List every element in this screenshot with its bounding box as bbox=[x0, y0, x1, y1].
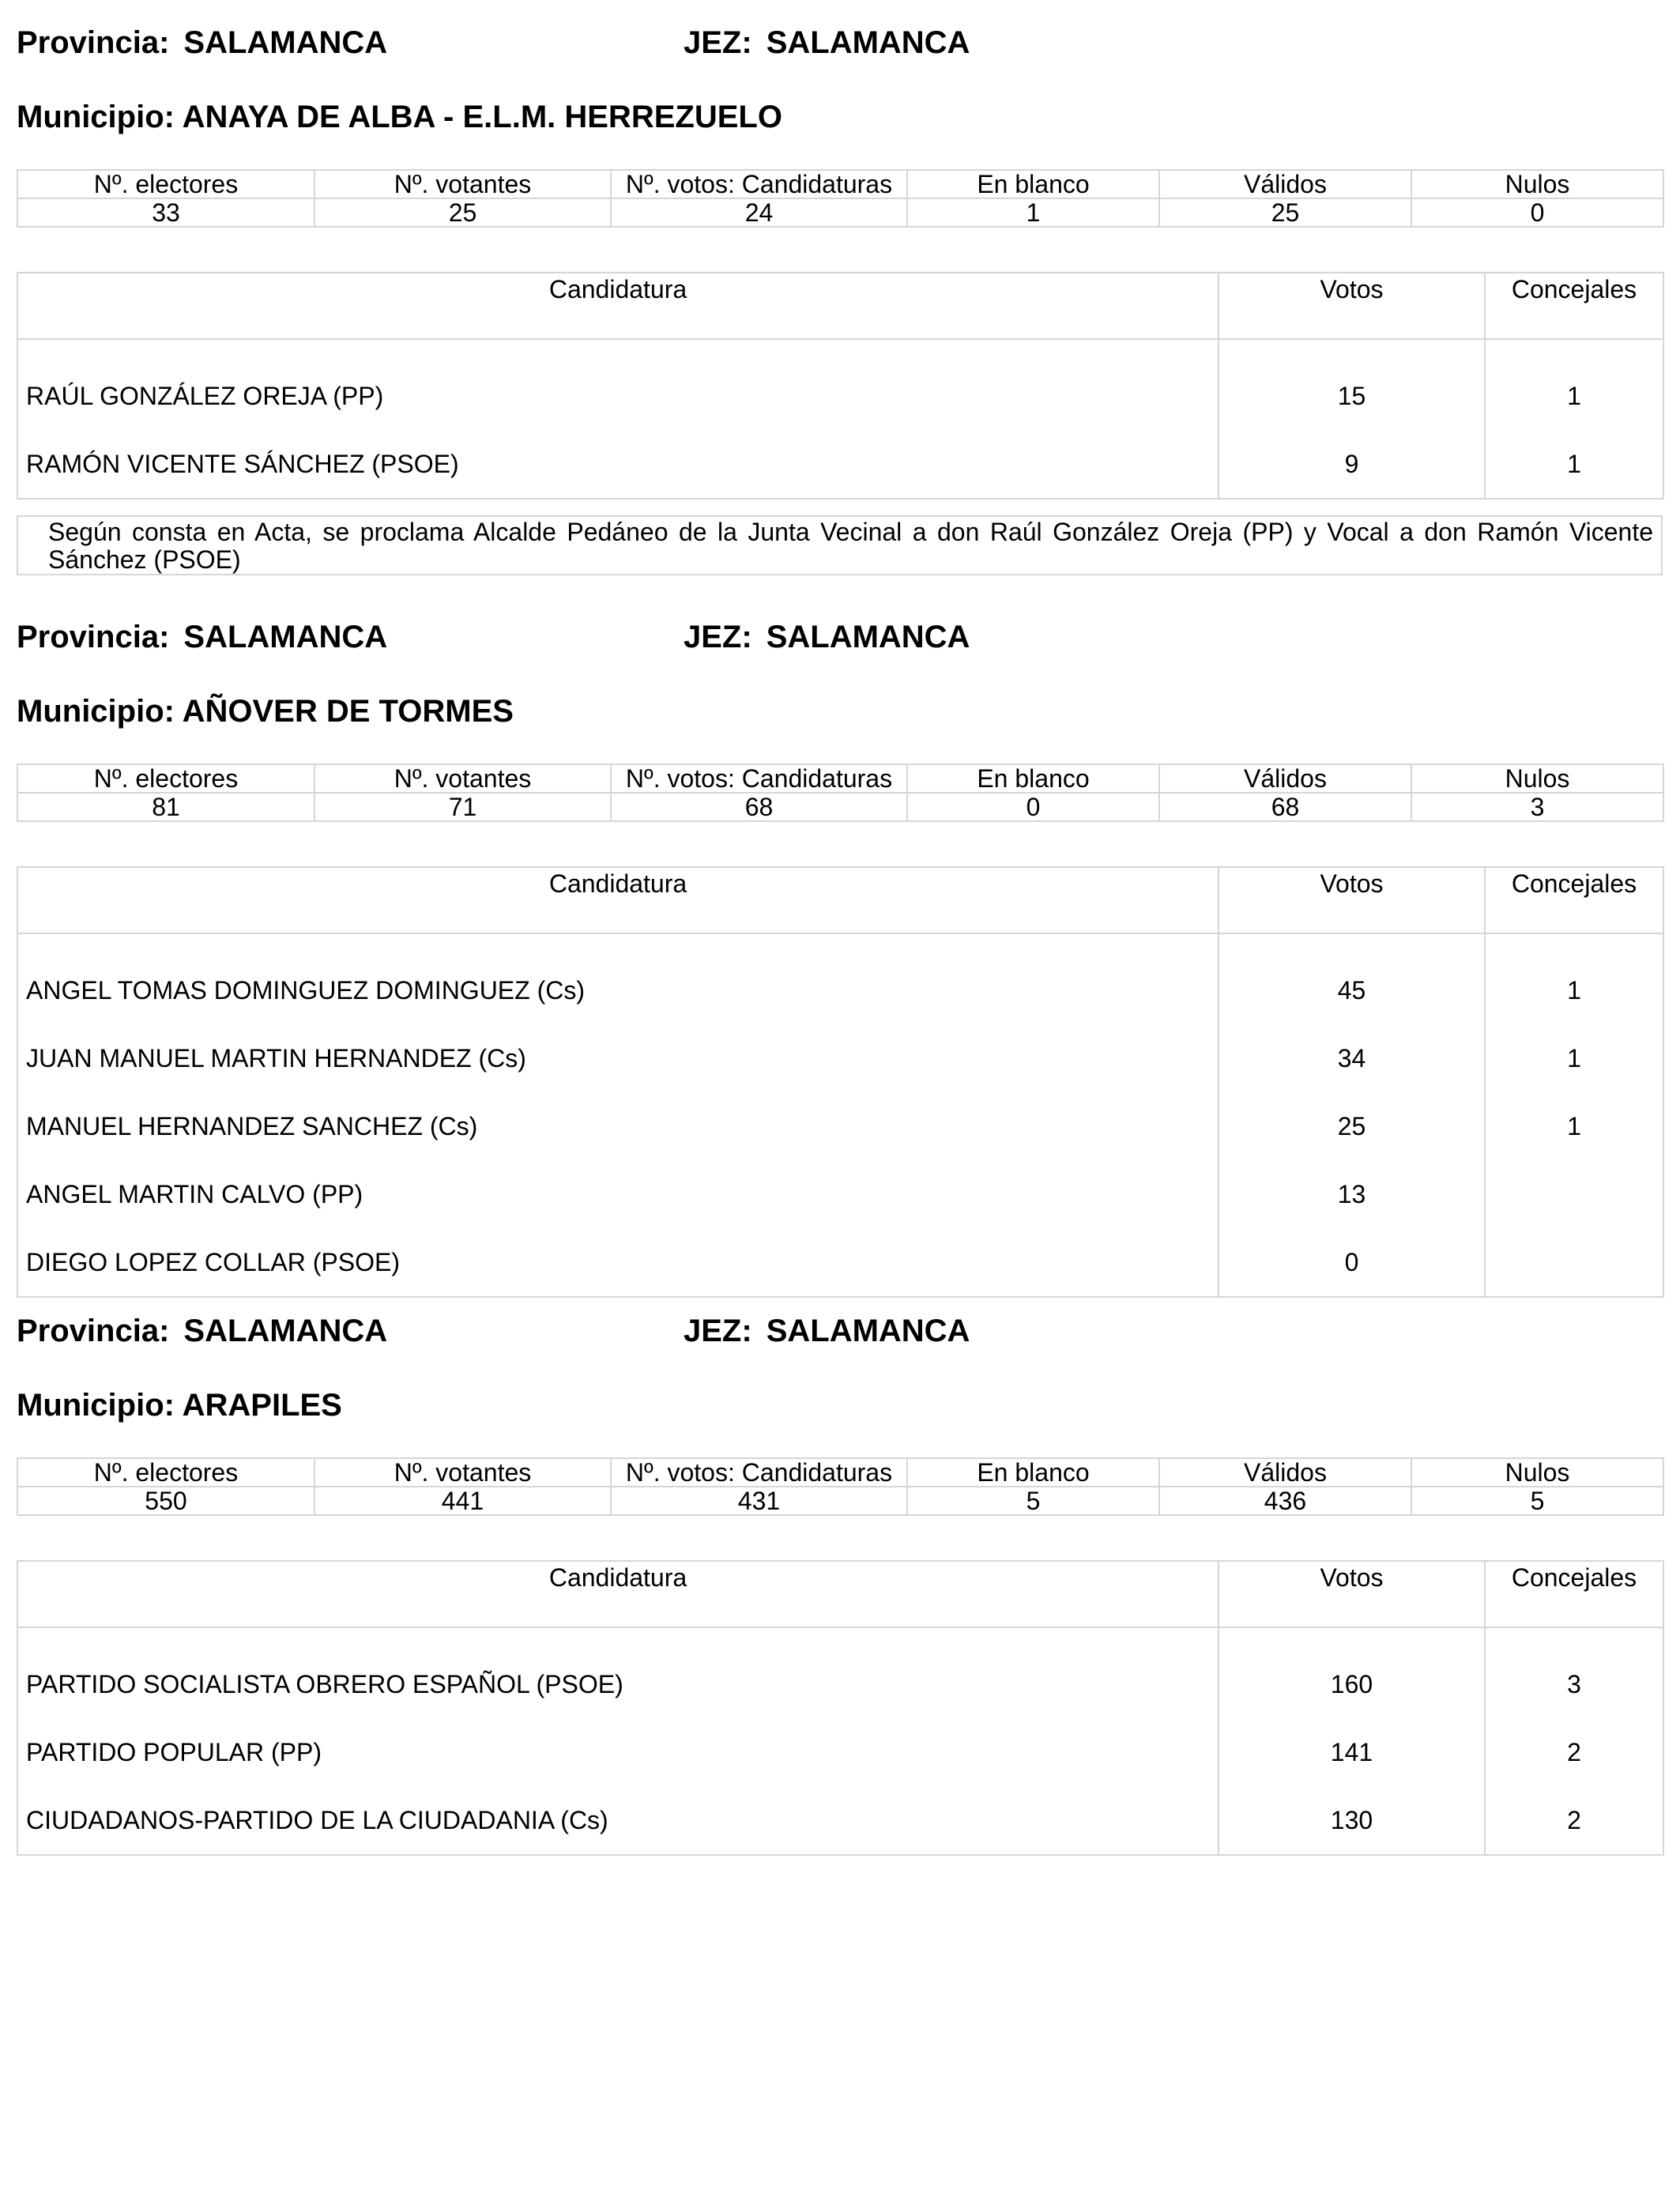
municipio-label: Municipio: bbox=[17, 694, 175, 729]
jez-line bbox=[684, 27, 970, 58]
candidate-name: ANGEL TOMAS DOMINGUEZ DOMINGUEZ (Cs) bbox=[17, 956, 1219, 1024]
candidates-header-row bbox=[17, 273, 1663, 339]
header-validos: Válidos bbox=[1159, 764, 1411, 793]
stats-value-row bbox=[17, 198, 1663, 227]
jez-value: SALAMANCA bbox=[766, 25, 970, 60]
candidates-header-row bbox=[17, 867, 1663, 933]
provincia-line bbox=[17, 27, 387, 58]
candidate-name: ANGEL MARTIN CALVO (PP) bbox=[17, 1160, 1219, 1228]
value-validos: 436 bbox=[1159, 1487, 1411, 1515]
candidate-votes: 45 bbox=[1219, 956, 1485, 1024]
value-electores: 33 bbox=[17, 198, 315, 227]
provincia-line bbox=[17, 621, 387, 653]
acta-note: Según consta en Acta, se proclama Alcalde Pedáneo de la Junta Vecinal a don Raúl González Oreja (PP) y Vocal a don Ramón Vicente Sánchez (PSOE) bbox=[17, 515, 1663, 575]
candidates-table bbox=[17, 866, 1664, 1298]
candidate-votes: 9 bbox=[1219, 430, 1485, 499]
candidates-header-row bbox=[17, 1561, 1663, 1627]
candidate-concejales: 1 bbox=[1485, 1024, 1663, 1092]
candidate-votes: 34 bbox=[1219, 1024, 1485, 1092]
stats-header-row bbox=[17, 1458, 1663, 1487]
header-concejales: Concejales bbox=[1485, 1561, 1663, 1627]
provincia-label: Provincia: bbox=[17, 25, 170, 60]
value-en-blanco: 5 bbox=[907, 1487, 1159, 1515]
candidate-concejales: 2 bbox=[1485, 1786, 1663, 1855]
table-row bbox=[17, 1786, 1663, 1855]
value-votos-candidaturas: 68 bbox=[611, 793, 907, 821]
header-concejales: Concejales bbox=[1485, 273, 1663, 339]
municipio-section-1 bbox=[17, 25, 1663, 478]
candidate-votes: 0 bbox=[1219, 1228, 1485, 1297]
stats-header-row bbox=[17, 170, 1663, 198]
header-candidatura: Candidatura bbox=[17, 1561, 1219, 1627]
municipio-section-2 bbox=[17, 621, 1663, 1285]
candidate-votes: 13 bbox=[1219, 1160, 1485, 1228]
header-electores: Nº. electores bbox=[17, 1458, 315, 1487]
stats-value-row bbox=[17, 1487, 1663, 1515]
header-electores: Nº. electores bbox=[17, 170, 315, 198]
table-row bbox=[17, 1160, 1663, 1228]
stats-value-row bbox=[17, 793, 1663, 821]
value-en-blanco: 1 bbox=[907, 198, 1159, 227]
candidate-concejales: 3 bbox=[1485, 1650, 1663, 1718]
header-votantes: Nº. votantes bbox=[315, 1458, 611, 1487]
candidate-name: RAMÓN VICENTE SÁNCHEZ (PSOE) bbox=[17, 430, 1219, 499]
header-votos: Votos bbox=[1219, 1561, 1485, 1627]
candidate-name: JUAN MANUEL MARTIN HERNANDEZ (Cs) bbox=[17, 1024, 1219, 1092]
table-row bbox=[17, 430, 1663, 499]
candidate-name: PARTIDO SOCIALISTA OBRERO ESPAÑOL (PSOE) bbox=[17, 1650, 1219, 1718]
header-en-blanco: En blanco bbox=[907, 1458, 1159, 1487]
value-validos: 68 bbox=[1159, 793, 1411, 821]
table-row bbox=[17, 1024, 1663, 1092]
header-nulos: Nulos bbox=[1411, 170, 1663, 198]
candidate-concejales: 1 bbox=[1485, 430, 1663, 499]
municipio-title bbox=[17, 696, 514, 727]
candidate-name: CIUDADANOS-PARTIDO DE LA CIUDADANIA (Cs) bbox=[17, 1786, 1219, 1855]
table-row bbox=[17, 1718, 1663, 1786]
header-validos: Válidos bbox=[1159, 170, 1411, 198]
value-validos: 25 bbox=[1159, 198, 1411, 227]
jez-line bbox=[684, 621, 970, 653]
header-votos: Votos bbox=[1219, 273, 1485, 339]
value-electores: 81 bbox=[17, 793, 315, 821]
candidate-concejales: 1 bbox=[1485, 956, 1663, 1024]
header-votos-candidaturas: Nº. votos: Candidaturas bbox=[611, 764, 907, 793]
header-validos: Válidos bbox=[1159, 1458, 1411, 1487]
municipio-label: Municipio: bbox=[17, 1388, 175, 1423]
candidate-concejales bbox=[1485, 1160, 1663, 1228]
table-row bbox=[17, 1092, 1663, 1160]
header-electores: Nº. electores bbox=[17, 764, 315, 793]
provincia-value: SALAMANCA bbox=[183, 25, 388, 60]
header-votantes: Nº. votantes bbox=[315, 170, 611, 198]
candidate-name: MANUEL HERNANDEZ SANCHEZ (Cs) bbox=[17, 1092, 1219, 1160]
candidate-concejales: 2 bbox=[1485, 1718, 1663, 1786]
candidate-votes: 15 bbox=[1219, 362, 1485, 430]
stats-table bbox=[17, 763, 1664, 822]
candidate-concejales bbox=[1485, 1228, 1663, 1297]
municipio-value: ANAYA DE ALBA - E.L.M. HERREZUELO bbox=[182, 100, 782, 134]
candidate-votes: 25 bbox=[1219, 1092, 1485, 1160]
candidate-votes: 160 bbox=[1219, 1650, 1485, 1718]
candidates-table bbox=[17, 272, 1664, 499]
header-votos-candidaturas: Nº. votos: Candidaturas bbox=[611, 1458, 907, 1487]
header-concejales: Concejales bbox=[1485, 867, 1663, 933]
provincia-label: Provincia: bbox=[17, 1314, 170, 1348]
municipio-title bbox=[17, 1389, 342, 1421]
jez-label: JEZ: bbox=[684, 1314, 752, 1348]
candidate-votes: 130 bbox=[1219, 1786, 1485, 1855]
candidate-votes: 141 bbox=[1219, 1718, 1485, 1786]
value-en-blanco: 0 bbox=[907, 793, 1159, 821]
header-en-blanco: En blanco bbox=[907, 764, 1159, 793]
municipio-label: Municipio: bbox=[17, 100, 175, 134]
candidate-name: DIEGO LOPEZ COLLAR (PSOE) bbox=[17, 1228, 1219, 1297]
header-votos-candidaturas: Nº. votos: Candidaturas bbox=[611, 170, 907, 198]
value-nulos: 5 bbox=[1411, 1487, 1663, 1515]
stats-header-row bbox=[17, 764, 1663, 793]
table-row bbox=[17, 956, 1663, 1024]
value-votos-candidaturas: 24 bbox=[611, 198, 907, 227]
municipio-value: AÑOVER DE TORMES bbox=[182, 694, 514, 729]
value-votos-candidaturas: 431 bbox=[611, 1487, 907, 1515]
header-nulos: Nulos bbox=[1411, 1458, 1663, 1487]
stats-table bbox=[17, 169, 1664, 228]
provincia-value: SALAMANCA bbox=[183, 1314, 388, 1348]
table-row bbox=[17, 362, 1663, 430]
municipio-value: ARAPILES bbox=[182, 1388, 342, 1423]
provincia-value: SALAMANCA bbox=[183, 620, 388, 654]
candidate-name: PARTIDO POPULAR (PP) bbox=[17, 1718, 1219, 1786]
jez-value: SALAMANCA bbox=[766, 1314, 970, 1348]
jez-line bbox=[684, 1315, 970, 1347]
header-nulos: Nulos bbox=[1411, 764, 1663, 793]
value-votantes: 25 bbox=[315, 198, 611, 227]
provincia-line bbox=[17, 1315, 387, 1347]
value-votantes: 71 bbox=[315, 793, 611, 821]
municipio-section-3 bbox=[17, 1315, 1663, 1837]
table-row bbox=[17, 1228, 1663, 1297]
value-votantes: 441 bbox=[315, 1487, 611, 1515]
value-nulos: 3 bbox=[1411, 793, 1663, 821]
provincia-label: Provincia: bbox=[17, 620, 170, 654]
value-electores: 550 bbox=[17, 1487, 315, 1515]
candidate-concejales: 1 bbox=[1485, 1092, 1663, 1160]
table-row bbox=[17, 1650, 1663, 1718]
value-nulos: 0 bbox=[1411, 198, 1663, 227]
header-candidatura: Candidatura bbox=[17, 867, 1219, 933]
header-votos: Votos bbox=[1219, 867, 1485, 933]
jez-label: JEZ: bbox=[684, 25, 752, 60]
municipio-title bbox=[17, 101, 782, 133]
header-votantes: Nº. votantes bbox=[315, 764, 611, 793]
jez-value: SALAMANCA bbox=[766, 620, 970, 654]
jez-label: JEZ: bbox=[684, 620, 752, 654]
candidates-table bbox=[17, 1560, 1664, 1856]
candidate-concejales: 1 bbox=[1485, 362, 1663, 430]
header-candidatura: Candidatura bbox=[17, 273, 1219, 339]
stats-table bbox=[17, 1457, 1664, 1516]
candidate-name: RAÚL GONZÁLEZ OREJA (PP) bbox=[17, 362, 1219, 430]
header-en-blanco: En blanco bbox=[907, 170, 1159, 198]
